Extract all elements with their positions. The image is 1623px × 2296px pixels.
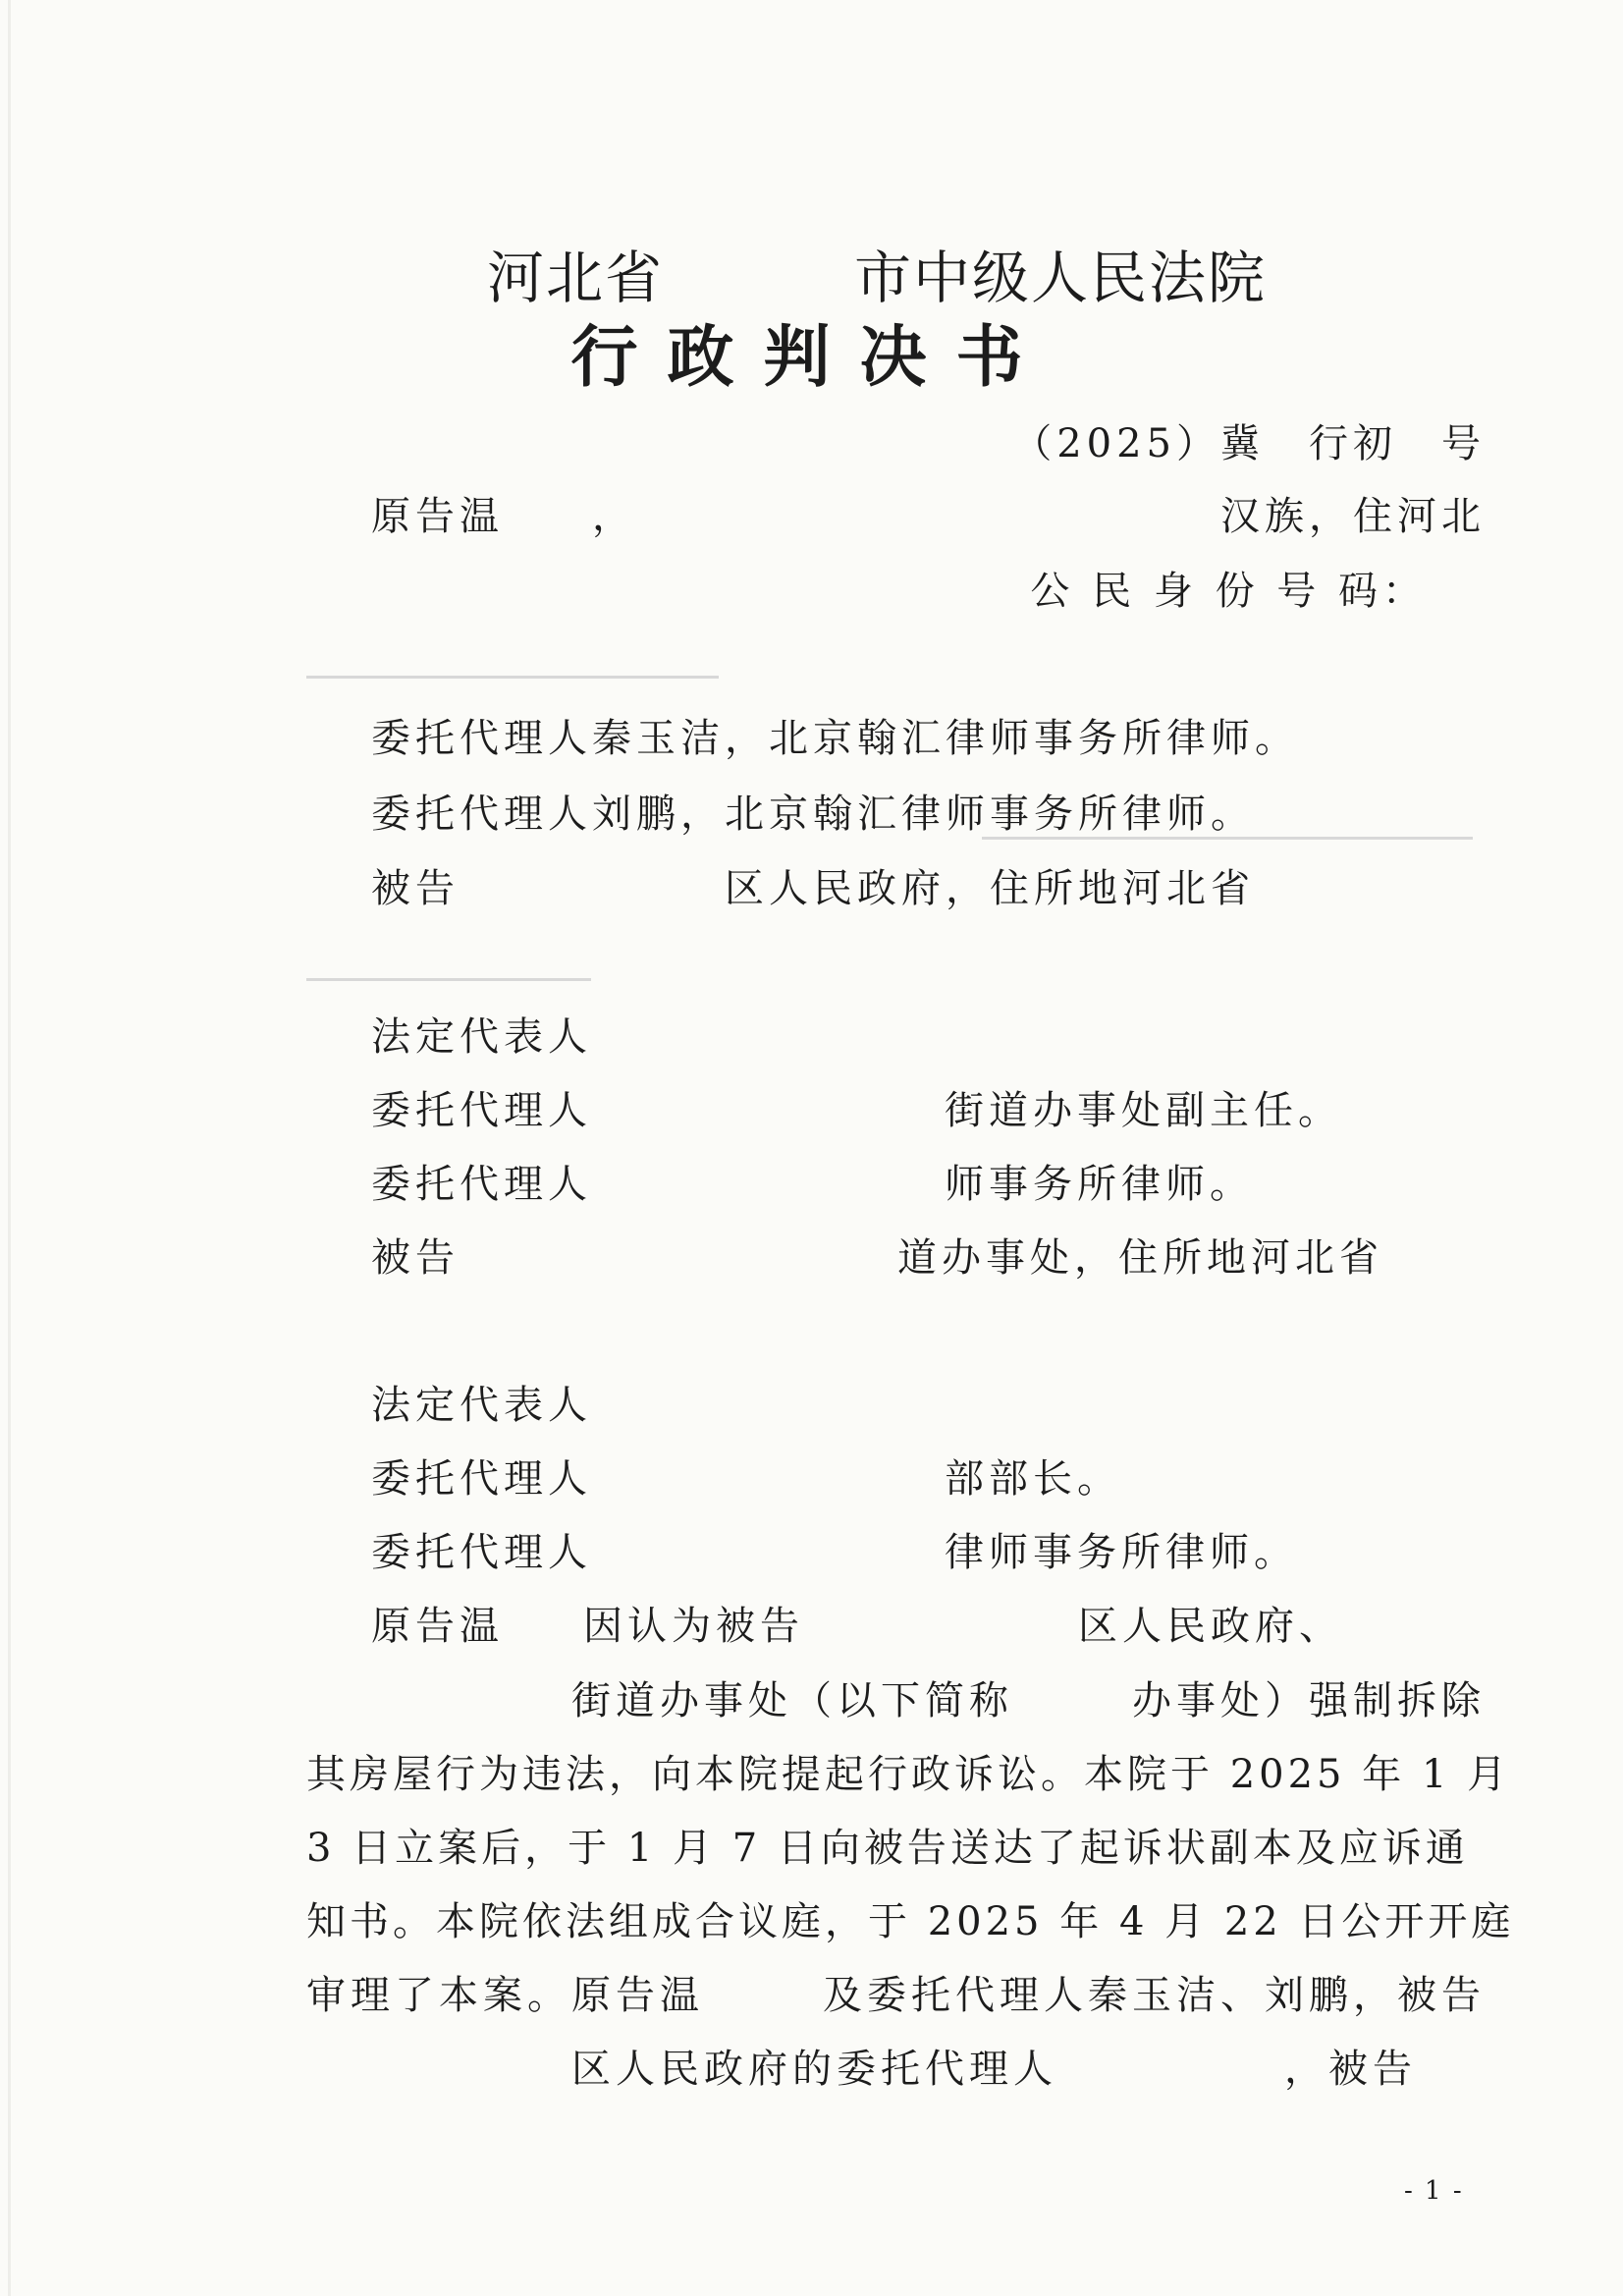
court-prefix: 河北省 bbox=[487, 245, 665, 311]
redaction-mark bbox=[306, 978, 591, 981]
page-number: - 1 - bbox=[1404, 2176, 1464, 2206]
plaintiff-line-a: 原告温 ， bbox=[371, 494, 636, 539]
body-line-7a: 区人民政府的委托代理人 bbox=[571, 2047, 1057, 2092]
body-line-1a: 原告温 bbox=[371, 1604, 504, 1649]
defendant-2-label: 被告 bbox=[371, 1235, 460, 1281]
body-line-6a: 审理了本案。原告温 bbox=[306, 1973, 704, 2018]
defendant-2-agent-2-title: 律师事务所律师。 bbox=[945, 1530, 1298, 1575]
defendant-1-agent-1-label: 委托代理人 bbox=[371, 1088, 592, 1133]
court-name bbox=[0, 244, 1623, 312]
body-line-2a: 街道办事处（以下简称 bbox=[571, 1678, 1013, 1723]
body-line-2b: 办事处）强制拆除 bbox=[1132, 1678, 1486, 1723]
body-line-5: 知书。本院依法组成合议庭，于 2025 年 4 月 22 日公开开庭 bbox=[306, 1899, 1515, 1944]
defendant-1-agent-1-title: 街道办事处副主任。 bbox=[945, 1088, 1342, 1133]
plaintiff-id-label: 公 民 身 份 号 码： bbox=[1030, 569, 1427, 614]
defendant-1-representative: 法定代表人 bbox=[371, 1014, 592, 1060]
court-suffix: 市中级人民法院 bbox=[854, 245, 1268, 311]
defendant-1-agent-2-label: 委托代理人 bbox=[371, 1162, 592, 1207]
defendant-2-detail: 道办事处，住所地河北省 bbox=[897, 1235, 1383, 1281]
body-line-4: 3 日立案后，于 1 月 7 日向被告送达了起诉状副本及应诉通 bbox=[306, 1826, 1469, 1871]
defendant-2-agent-1-label: 委托代理人 bbox=[371, 1456, 592, 1502]
defendant-1-detail: 区人民政府，住所地河北省 bbox=[725, 866, 1255, 911]
plaintiff-agent-1: 委托代理人秦玉洁，北京翰汇律师事务所律师。 bbox=[371, 716, 1299, 761]
redaction-mark bbox=[306, 676, 719, 679]
document-title: 行政判决书 bbox=[570, 318, 1053, 397]
plaintiff-agent-2: 委托代理人刘鹏，北京翰汇律师事务所律师。 bbox=[371, 792, 1255, 837]
plaintiff-line-b: 汉族，住河北 bbox=[1220, 494, 1486, 539]
body-line-1b: 因认为被告 bbox=[583, 1604, 804, 1649]
defendant-1-agent-2-title: 师事务所律师。 bbox=[945, 1162, 1254, 1207]
case-number: （2025）冀 行初 号 bbox=[1012, 421, 1486, 466]
defendant-2-agent-1-title: 部部长。 bbox=[945, 1456, 1121, 1502]
redaction-mark bbox=[982, 837, 1473, 840]
defendant-2-representative: 法定代表人 bbox=[371, 1383, 592, 1428]
body-line-6b: 及委托代理人秦玉洁、刘鹏，被告 bbox=[823, 1973, 1486, 2018]
defendant-2-agent-2-label: 委托代理人 bbox=[371, 1530, 592, 1575]
defendant-1-label: 被告 bbox=[371, 866, 460, 911]
body-line-1c: 区人民政府、 bbox=[1078, 1604, 1343, 1649]
body-line-3: 其房屋行为违法，向本院提起行政诉讼。本院于 2025 年 1 月 bbox=[306, 1752, 1511, 1797]
body-line-7b: ，被告 bbox=[1284, 2047, 1417, 2092]
